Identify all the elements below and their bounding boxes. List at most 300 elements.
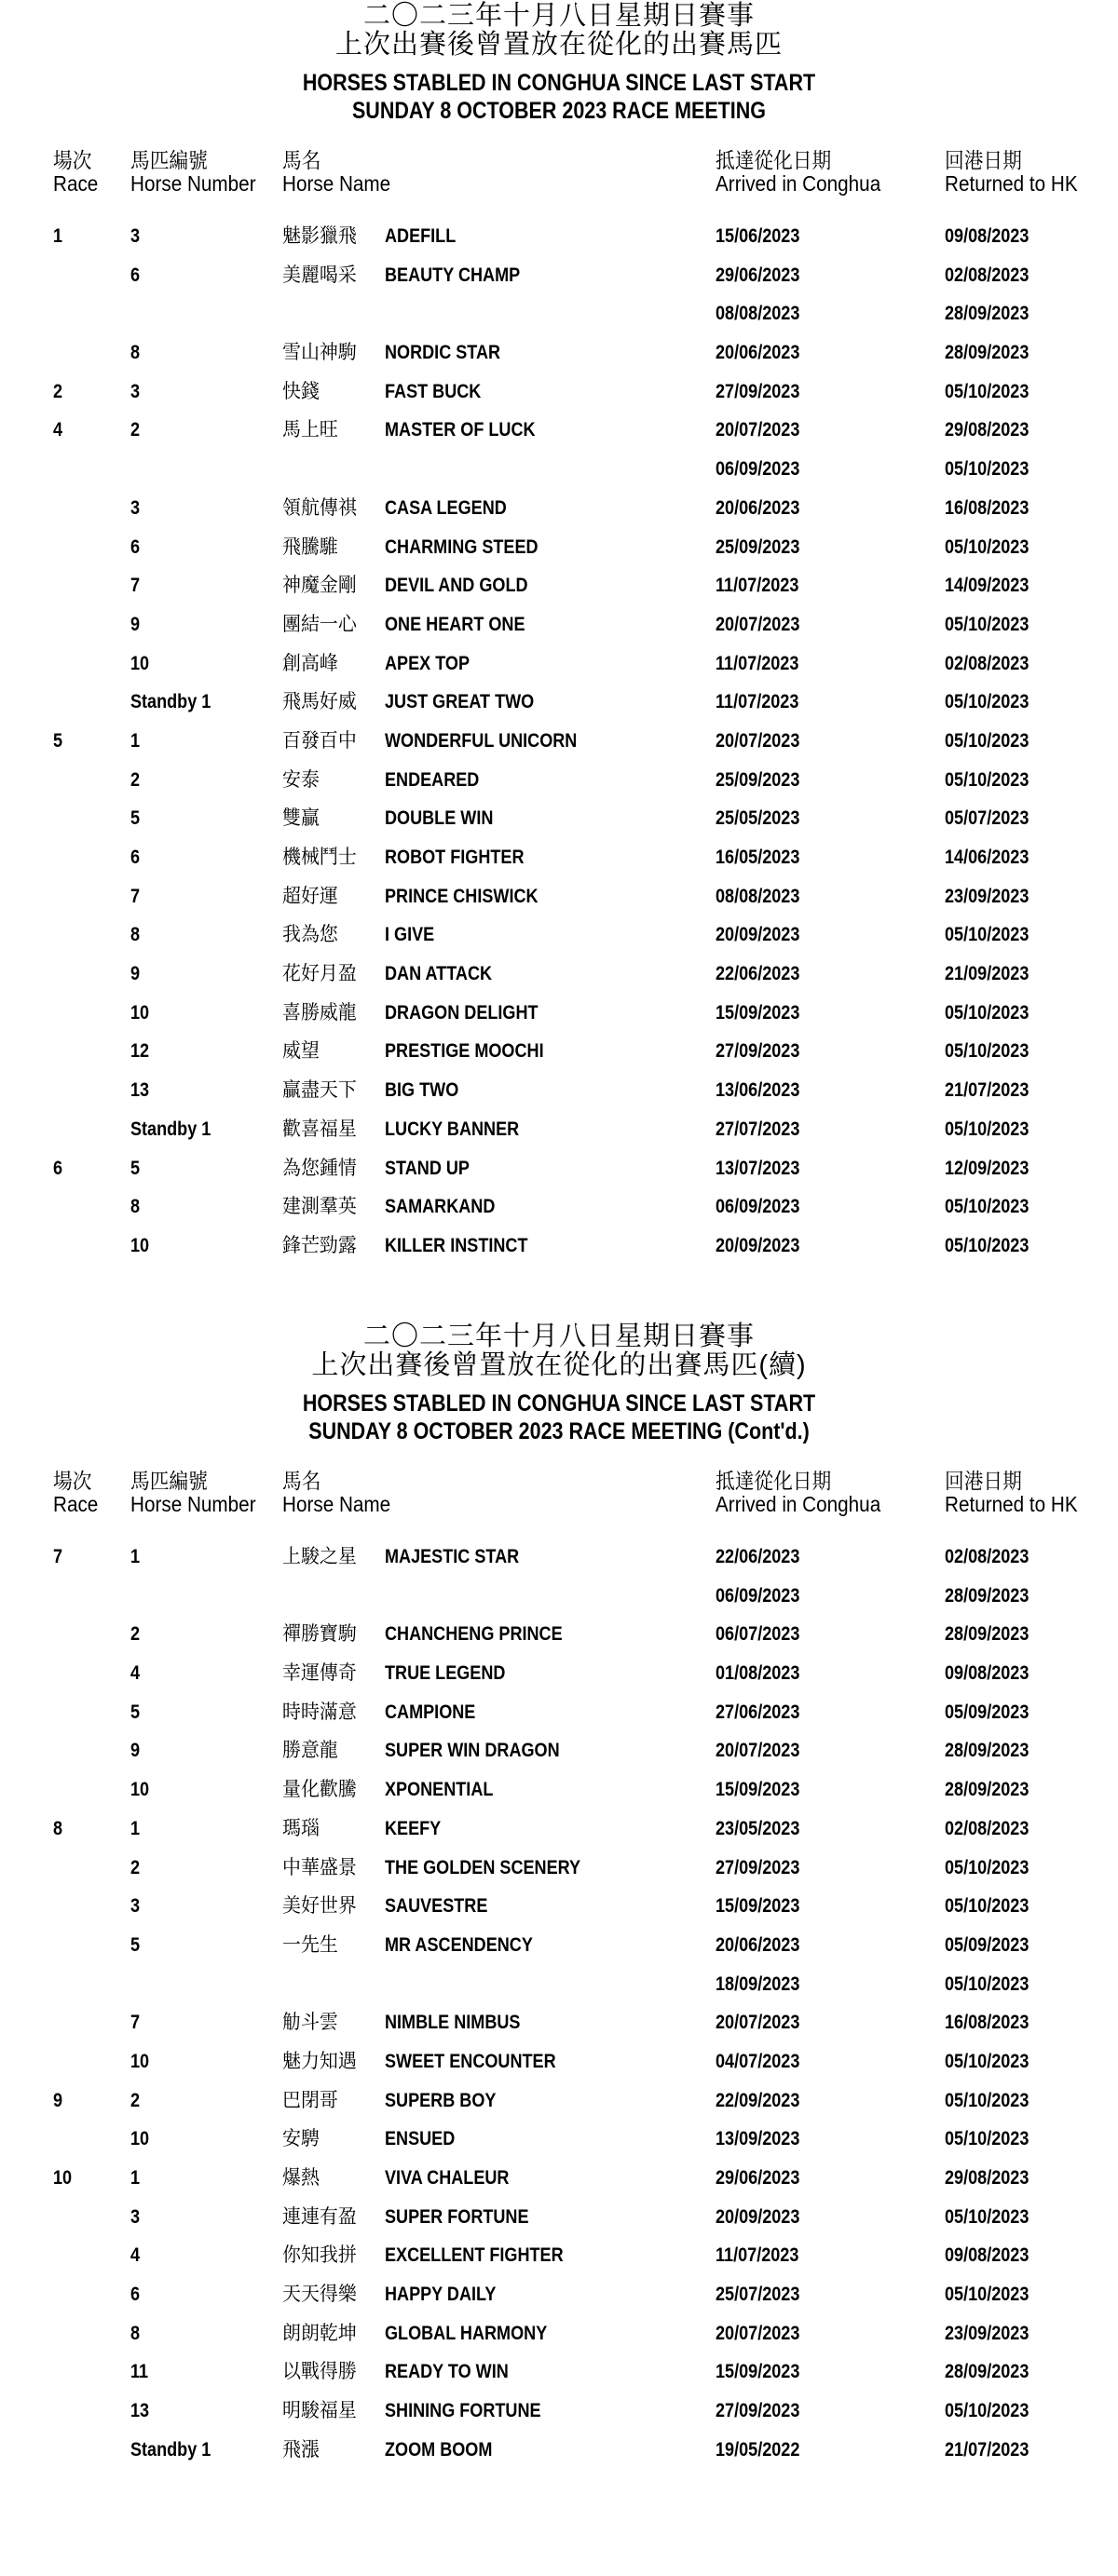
horse-name-zh-cell: 百發百中 [282,729,357,752]
horse-name-zh-cell: 我為您 [282,924,338,946]
arrived-date-cell: 27/07/2023 [716,1118,800,1140]
arrived-date-cell: 27/09/2023 [716,380,800,402]
arrived-date-cell: 20/06/2023 [716,1933,800,1956]
zh-title-1: 二〇二三年十月八日星期日賽事 [362,1,755,31]
table-row [0,2398,1118,2437]
arrived-date-cell: 16/05/2023 [716,847,800,868]
horse-name-en-cell: CHARMING STEED [385,536,539,558]
returned-date-cell: 05/10/2023 [945,1856,1029,1878]
table-row [0,2165,1118,2204]
returned-date-cell: 05/10/2023 [945,1001,1029,1024]
header-race [53,1470,98,1516]
table-row [0,1156,1118,1195]
horse-name-zh-cell: 幸運傳奇 [282,1662,357,1685]
returned-date-cell: 05/09/2023 [945,1701,1029,1723]
horse-number-cell: 6 [130,536,141,558]
table-row [0,2321,1118,2360]
table-row [0,651,1118,690]
header-horse-number [130,149,256,196]
horse-name-zh-cell: 雪山神駒 [282,342,357,364]
arrived-date-cell: 18/09/2023 [716,1973,800,1995]
arrived-date-cell: 11/07/2023 [716,691,799,713]
horse-number-cell: 3 [130,380,141,402]
horse-name-en-cell: DAN ATTACK [385,963,493,985]
returned-date-cell: 12/09/2023 [945,1157,1029,1179]
horse-name-en-cell: NIMBLE NIMBUS [385,2012,521,2034]
horse-name-en-cell: MAJESTIC STAR [385,1546,520,1567]
horse-name-zh-cell: 建測羣英 [282,1196,357,1218]
horse-name-zh-cell: 瑪瑙 [282,1817,320,1839]
table-row [0,1000,1118,1039]
horse-name-zh-cell: 快錢 [282,380,320,402]
en-title-1: HORSES STABLED IN CONGHUA SINCE LAST START [302,1390,816,1417]
horse-number-cell: 8 [130,342,141,364]
horse-number-cell: 7 [130,885,141,907]
arrived-date-cell: 06/09/2023 [716,1584,800,1607]
arrived-date-cell: 20/07/2023 [716,1740,800,1762]
horse-name-zh-cell: 贏盡天下 [282,1079,357,1102]
arrived-date-cell: 20/07/2023 [716,419,800,441]
horse-number-cell: 2 [130,419,141,441]
horse-name-en-cell: ROBOT FIGHTER [385,847,525,868]
arrived-date-cell: 20/07/2023 [716,729,800,752]
horse-name-zh-cell: 量化歡騰 [282,1779,357,1801]
horse-name-zh-cell: 安騁 [282,2128,320,2150]
horse-number-cell: 10 [130,2128,150,2150]
arrived-date-cell: 15/09/2023 [716,2361,800,2383]
header-horse-number [130,1470,256,1516]
horse-name-en-cell: I GIVE [385,924,435,946]
horse-name-en-cell: ONE HEART ONE [385,613,525,635]
returned-date-cell: 02/08/2023 [945,1546,1029,1567]
horse-name-zh-cell: 鋒芒勁露 [282,1234,357,1256]
header-horse-name [282,149,390,196]
table-row [0,1194,1118,1233]
returned-date-cell: 02/08/2023 [945,1817,1029,1839]
horse-name-en-cell: NORDIC STAR [385,342,501,364]
table-row [0,340,1118,379]
race-cell: 1 [53,225,63,247]
returned-date-cell: 05/09/2023 [945,1933,1029,1956]
horse-number-cell: 5 [130,807,141,830]
horse-name-zh-cell: 一先生 [282,1933,338,1956]
header-arr-en: Arrived in Conghua [716,171,881,196]
returned-date-cell: 28/09/2023 [945,342,1029,364]
horse-name-zh-cell: 天天得樂 [282,2284,357,2306]
table-row [0,1583,1118,1622]
returned-date-cell: 28/09/2023 [945,2361,1029,2383]
table-row [0,1777,1118,1816]
returned-date-cell: 05/10/2023 [945,1040,1029,1063]
returned-date-cell: 02/08/2023 [945,652,1029,674]
horse-number-cell: 1 [130,1546,141,1567]
arrived-date-cell: 13/07/2023 [716,1157,800,1179]
arrived-date-cell: 20/07/2023 [716,2012,800,2034]
header-num-zh: 馬匹編號 [130,148,208,172]
horse-name-en-cell: APEX TOP [385,652,470,674]
horse-name-en-cell: SWEET ENCOUNTER [385,2050,556,2072]
arrived-date-cell: 20/09/2023 [716,2205,800,2228]
horse-name-zh-cell: 中華盛景 [282,1856,357,1878]
returned-date-cell: 28/09/2023 [945,1623,1029,1646]
arrived-date-cell: 08/08/2023 [716,885,800,907]
returned-date-cell: 02/08/2023 [945,264,1029,286]
returned-date-cell: 05/10/2023 [945,691,1029,713]
horse-number-cell: 10 [130,1001,150,1024]
returned-date-cell: 05/10/2023 [945,924,1029,946]
table-body [0,1544,1118,2476]
section-1-titles [0,2,1118,125]
returned-date-cell: 05/10/2023 [945,2128,1029,2150]
horse-name-zh-cell: 馬上旺 [282,419,338,441]
returned-date-cell: 23/09/2023 [945,885,1029,907]
table-row [0,2243,1118,2282]
returned-date-cell: 05/10/2023 [945,613,1029,635]
horse-name-en-cell: DEVIL AND GOLD [385,575,528,597]
table-row [0,379,1118,418]
header-ret-en: Returned to HK [945,171,1078,196]
horse-name-en-cell: THE GOLDEN SCENERY [385,1856,581,1878]
race-cell: 6 [53,1157,63,1179]
table-row [0,1972,1118,2011]
arrived-date-cell: 20/07/2023 [716,613,800,635]
horse-number-cell: 3 [130,225,141,247]
arrived-date-cell: 06/09/2023 [716,1196,800,1218]
horse-name-zh-cell: 魅影獵飛 [282,225,357,247]
returned-date-cell: 14/06/2023 [945,847,1029,868]
returned-date-cell: 05/07/2023 [945,807,1029,830]
arrived-date-cell: 20/07/2023 [716,2322,800,2344]
table-row [0,961,1118,1000]
returned-date-cell: 21/09/2023 [945,963,1029,985]
horse-number-cell: 10 [130,1779,150,1801]
arrived-date-cell: 23/05/2023 [716,1817,800,1839]
arrived-date-cell: 20/06/2023 [716,342,800,364]
arrived-date-cell: 06/07/2023 [716,1623,800,1646]
returned-date-cell: 23/09/2023 [945,2322,1029,2344]
horse-number-cell: 1 [130,1817,141,1839]
horse-number-cell: 3 [130,2205,141,2228]
race-cell: 8 [53,1817,63,1839]
header-arrived [716,149,880,196]
zh-title-1: 二〇二三年十月八日星期日賽事 [362,1322,755,1351]
horse-name-zh-cell: 上駿之星 [282,1546,357,1567]
horse-name-en-cell: KEEFY [385,1817,442,1839]
horse-number-cell: 4 [130,1662,141,1685]
horse-number-cell: 5 [130,1157,141,1179]
horse-name-en-cell: STAND UP [385,1157,470,1179]
table-row [0,1117,1118,1156]
arrived-date-cell: 19/05/2022 [716,2438,800,2461]
horse-number-cell: 2 [130,768,141,791]
race-cell: 7 [53,1546,63,1567]
horse-name-zh-cell: 花好月盈 [282,963,357,985]
returned-date-cell: 16/08/2023 [945,2012,1029,2034]
horse-name-en-cell: EXCELLENT FIGHTER [385,2244,564,2267]
arrived-date-cell: 27/06/2023 [716,1701,800,1723]
table-row [0,1078,1118,1117]
returned-date-cell: 09/08/2023 [945,2244,1029,2267]
horse-name-zh-cell: 連連有盈 [282,2205,357,2228]
arrived-date-cell: 22/06/2023 [716,1546,800,1567]
arrived-date-cell: 08/08/2023 [716,303,800,325]
header-name-en: Horse Name [282,1492,391,1516]
returned-date-cell: 05/10/2023 [945,458,1029,481]
arrived-date-cell: 20/09/2023 [716,924,800,946]
returned-date-cell: 05/10/2023 [945,768,1029,791]
horse-number-cell: 2 [130,1856,141,1878]
table-row [0,806,1118,845]
returned-date-cell: 21/07/2023 [945,2438,1029,2461]
horse-name-en-cell: ENDEARED [385,768,480,791]
arrived-date-cell: 06/09/2023 [716,458,800,481]
column-headers [0,149,1118,201]
horse-number-cell: 9 [130,1740,141,1762]
horse-number-cell: 7 [130,2012,141,2034]
table-body [0,224,1118,1272]
header-horse-name [282,1470,390,1516]
horse-name-en-cell: TRUE LEGEND [385,1662,506,1685]
en-title-2: SUNDAY 8 OCTOBER 2023 RACE MEETING (Cont'd.) [308,1418,810,1444]
table-row [0,1932,1118,1972]
arrived-date-cell: 13/09/2023 [716,2128,800,2150]
horse-name-zh-cell: 神魔金剛 [282,575,357,597]
returned-date-cell: 05/10/2023 [945,2050,1029,2072]
horse-name-zh-cell: 禪勝寶駒 [282,1623,357,1646]
table-row [0,263,1118,302]
arrived-date-cell: 11/07/2023 [716,652,799,674]
arrived-date-cell: 27/09/2023 [716,1856,800,1878]
horse-number-cell: 10 [130,652,150,674]
arrived-date-cell: 27/09/2023 [716,2400,800,2422]
header-arr-zh: 抵達從化日期 [716,148,832,172]
horse-name-zh-cell: 威望 [282,1040,320,1063]
table-row [0,2049,1118,2088]
zh-title-2: 上次出賽後曾置放在從化的出賽馬匹(續) [311,1350,807,1380]
header-arrived [716,1470,880,1516]
arrived-date-cell: 15/09/2023 [716,1895,800,1918]
zh-title-2: 上次出賽後曾置放在從化的出賽馬匹 [334,30,783,60]
horse-name-en-cell: ZOOM BOOM [385,2438,493,2461]
table-row [0,535,1118,574]
header-num-zh: 馬匹編號 [130,1469,208,1493]
table-row [0,1038,1118,1078]
horse-number-cell: 12 [130,1040,150,1063]
horse-name-zh-cell: 安泰 [282,768,320,791]
horse-number-cell: 7 [130,575,141,597]
horse-name-zh-cell: 朗朗乾坤 [282,2322,357,2344]
horse-number-cell: 9 [130,963,141,985]
arrived-date-cell: 11/07/2023 [716,575,799,597]
horse-name-en-cell: PRINCE CHISWICK [385,885,539,907]
table-row [0,224,1118,263]
horse-name-zh-cell: 飛騰騅 [282,536,338,558]
horse-name-zh-cell: 團結一心 [282,613,357,635]
returned-date-cell: 05/10/2023 [945,380,1029,402]
header-race-zh: 場次 [53,148,92,172]
arrived-date-cell: 15/06/2023 [716,225,800,247]
arrived-date-cell: 27/09/2023 [716,1040,800,1063]
horse-name-en-cell: SUPER FORTUNE [385,2205,529,2228]
table-row [0,1893,1118,1932]
returned-date-cell: 05/10/2023 [945,536,1029,558]
horse-number-cell: Standby 1 [130,1118,211,1140]
horse-name-en-cell: DOUBLE WIN [385,807,494,830]
returned-date-cell: 28/09/2023 [945,303,1029,325]
arrived-date-cell: 25/09/2023 [716,768,800,791]
horse-name-en-cell: BIG TWO [385,1079,459,1102]
table-row [0,767,1118,807]
returned-date-cell: 21/07/2023 [945,1079,1029,1102]
header-ret-zh: 回港日期 [945,148,1022,172]
table-row [0,612,1118,651]
horse-number-cell: 13 [130,2400,150,2422]
horse-name-en-cell: JUST GREAT TWO [385,691,535,713]
returned-date-cell: 05/10/2023 [945,2400,1029,2422]
table-row [0,495,1118,535]
returned-date-cell: 05/10/2023 [945,1895,1029,1918]
horse-name-zh-cell: 爆熱 [282,2167,320,2189]
returned-date-cell: 05/10/2023 [945,2089,1029,2111]
horse-number-cell: 9 [130,613,141,635]
returned-date-cell: 05/10/2023 [945,729,1029,752]
table-row [0,2359,1118,2398]
horse-number-cell: 5 [130,1933,141,1956]
horse-name-zh-cell: 雙贏 [282,807,320,830]
horse-name-zh-cell: 以戰得勝 [282,2361,357,2383]
returned-date-cell: 29/08/2023 [945,2167,1029,2189]
header-race-en: Race [53,1492,99,1516]
table-row [0,1233,1118,1272]
horse-name-zh-cell: 魅力知遇 [282,2050,357,2072]
arrived-date-cell: 15/09/2023 [716,1001,800,1024]
arrived-date-cell: 01/08/2023 [716,1662,800,1685]
table-row [0,1544,1118,1583]
table-row [0,573,1118,612]
race-cell: 10 [53,2167,73,2189]
horse-name-en-cell: ADEFILL [385,225,457,247]
horse-number-cell: 8 [130,2322,141,2344]
table-row [0,2088,1118,2127]
horse-name-en-cell: CASA LEGEND [385,496,507,519]
table-row [0,417,1118,456]
arrived-date-cell: 15/09/2023 [716,1779,800,1801]
horse-number-cell: 10 [130,1234,150,1256]
horse-name-en-cell: SUPERB BOY [385,2089,497,2111]
column-headers [0,1470,1118,1522]
horse-number-cell: 10 [130,2050,150,2072]
returned-date-cell: 16/08/2023 [945,496,1029,519]
horse-name-en-cell: BEAUTY CHAMP [385,264,521,286]
race-cell: 9 [53,2089,63,2111]
horse-name-zh-cell: 巴閉哥 [282,2089,338,2111]
horse-name-en-cell: MR ASCENDENCY [385,1933,533,1956]
horse-name-zh-cell: 喜勝威龍 [282,1001,357,1024]
horse-name-en-cell: MASTER OF LUCK [385,419,536,441]
arrived-date-cell: 22/06/2023 [716,963,800,985]
horse-name-zh-cell: 飛馬好威 [282,691,357,713]
horse-name-zh-cell: 創高峰 [282,652,338,674]
horse-number-cell: 3 [130,1895,141,1918]
horse-name-en-cell: SAUVESTRE [385,1895,488,1918]
horse-number-cell: Standby 1 [130,2438,211,2461]
horse-number-cell: 5 [130,1701,141,1723]
horse-name-zh-cell: 勝意龍 [282,1740,338,1762]
arrived-date-cell: 04/07/2023 [716,2050,800,2072]
returned-date-cell: 09/08/2023 [945,225,1029,247]
header-ret-en: Returned to HK [945,1492,1078,1516]
horse-number-cell: 1 [130,2167,141,2189]
horse-name-en-cell: FAST BUCK [385,380,482,402]
header-race-en: Race [53,171,99,196]
horse-name-zh-cell: 美好世界 [282,1895,357,1918]
arrived-date-cell: 22/09/2023 [716,2089,800,2111]
horse-name-zh-cell: 觔斗雲 [282,2012,338,2034]
horse-number-cell: 2 [130,2089,141,2111]
table-row [0,1855,1118,1894]
horse-name-zh-cell: 時時滿意 [282,1701,357,1723]
horse-name-zh-cell: 美麗喝采 [282,264,357,286]
horse-name-en-cell: READY TO WIN [385,2361,509,2383]
returned-date-cell: 09/08/2023 [945,1662,1029,1685]
table-row [0,689,1118,728]
table-row [0,1661,1118,1700]
horse-name-en-cell: SUPER WIN DRAGON [385,1740,560,1762]
horse-name-en-cell: LUCKY BANNER [385,1118,520,1140]
table-row [0,845,1118,884]
returned-date-cell: 05/10/2023 [945,1234,1029,1256]
section-2-titles [0,1322,1118,1445]
returned-date-cell: 05/10/2023 [945,1973,1029,1995]
arrived-date-cell: 25/09/2023 [716,536,800,558]
horse-number-cell: 4 [130,2244,141,2267]
horse-name-en-cell: HAPPY DAILY [385,2284,497,2306]
header-arr-en: Arrived in Conghua [716,1492,881,1516]
table-row [0,1816,1118,1855]
header-name-en: Horse Name [282,171,391,196]
table-row [0,2126,1118,2165]
header-name-zh: 馬名 [282,148,321,172]
returned-date-cell: 05/10/2023 [945,2284,1029,2306]
horse-number-cell: 1 [130,729,141,752]
header-returned [945,149,1078,196]
en-title-1: HORSES STABLED IN CONGHUA SINCE LAST START [302,70,816,96]
horse-name-en-cell: CHANCHENG PRINCE [385,1623,563,1646]
en-title-2: SUNDAY 8 OCTOBER 2023 RACE MEETING [351,98,767,124]
returned-date-cell: 05/10/2023 [945,2205,1029,2228]
horse-name-en-cell: KILLER INSTINCT [385,1234,528,1256]
horse-name-zh-cell: 領航傳祺 [282,496,357,519]
horse-name-en-cell: SHINING FORTUNE [385,2400,541,2422]
returned-date-cell: 29/08/2023 [945,419,1029,441]
returned-date-cell: 28/09/2023 [945,1584,1029,1607]
header-race [53,149,98,196]
horse-name-zh-cell: 機械鬥士 [282,847,357,868]
returned-date-cell: 28/09/2023 [945,1740,1029,1762]
header-name-zh: 馬名 [282,1469,321,1493]
arrived-date-cell: 29/06/2023 [716,2167,800,2189]
header-returned [945,1470,1078,1516]
header-arr-zh: 抵達從化日期 [716,1469,832,1493]
horse-number-cell: 6 [130,2284,141,2306]
table-row [0,728,1118,767]
table-row [0,1738,1118,1777]
horse-number-cell: 3 [130,496,141,519]
header-race-zh: 場次 [53,1469,92,1493]
race-cell: 4 [53,419,63,441]
horse-name-zh-cell: 為您鍾情 [282,1157,357,1179]
horse-name-en-cell: SAMARKAND [385,1196,496,1218]
